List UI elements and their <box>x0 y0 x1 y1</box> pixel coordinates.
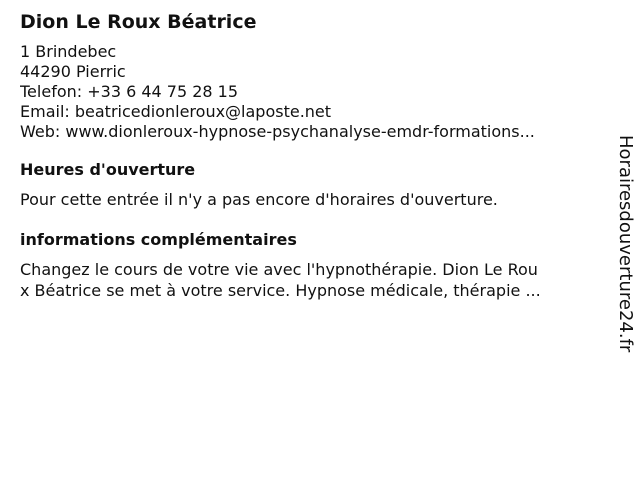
listing-card <box>20 10 590 301</box>
opening-hours-text: Pour cette entrée il n'y a pas encore d'horaires d'ouverture. <box>20 190 498 209</box>
address-city: 44290 Pierric <box>20 62 126 81</box>
email-address: Email: beatricedionleroux@laposte.net <box>20 102 332 121</box>
website-link: Web: www.dionleroux-hypnose-psychanalyse-emdr-formations... <box>20 122 535 141</box>
opening-hours-heading: Heures d'ouverture <box>20 160 196 179</box>
additional-info-text <box>20 259 590 301</box>
phone-number: Telefon: +33 6 44 75 28 15 <box>20 82 239 101</box>
additional-info-line-2: x Béatrice se met à votre service. Hypnose médicale, thérapie ... <box>20 281 541 300</box>
address-street: 1 Brindebec <box>20 42 117 61</box>
business-name: Dion Le Roux Béatrice <box>20 11 257 33</box>
additional-info-heading: informations complémentaires <box>20 230 297 249</box>
additional-info-line-1: Changez le cours de votre vie avec l'hypnothérapie. Dion Le Rou <box>20 260 538 279</box>
site-watermark: Horairesdouverture24.fr <box>615 135 636 353</box>
